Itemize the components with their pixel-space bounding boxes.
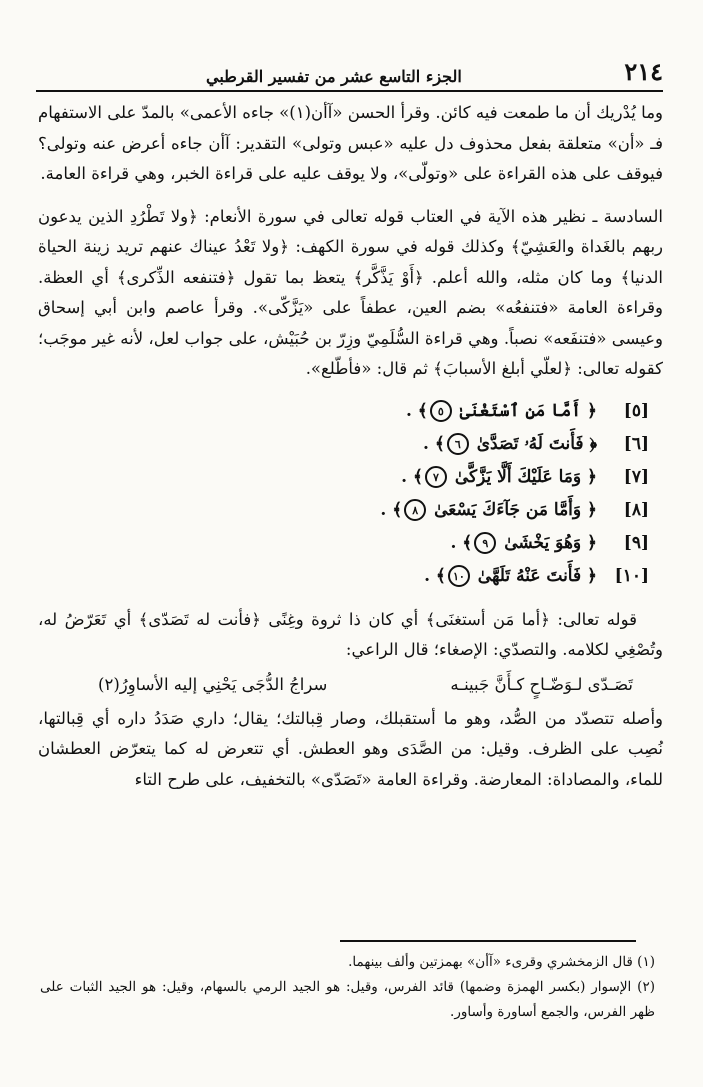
- verse-number: [٧]: [623, 466, 649, 487]
- footnote-divider: [340, 940, 636, 942]
- verse-line: [38, 461, 649, 494]
- verse-line: [38, 395, 649, 428]
- verse-close: ﴾ .: [401, 466, 423, 487]
- verse-number: [٦]: [623, 433, 649, 454]
- ayah-end-mark: ٨: [404, 499, 426, 521]
- paragraph-1: وما يُدْريك أن ما طمعت فيه كائن. وقرأ الحسن «آأن(١)» جاءه الأعمى» بالمدّ على الاستفهام فـ «أن» متعلقة بفعل محذوف دل عليه «عبس وتولى» التقدير: آأن جاءه أعرض عنه وتولى؟ فيوقف على هذه القراءة على «وتولّى»، ولا يوقف عليه على قراءة الخبر، وهي قراءة العامة.: [38, 103, 663, 183]
- verse-line: [38, 527, 649, 560]
- verse-number: [٥]: [623, 400, 649, 421]
- ayah-end-mark: ٧: [425, 466, 447, 488]
- running-title: الجزء التاسع عشر من تفسير القرطبي: [206, 67, 462, 86]
- footnotes: [40, 950, 655, 1025]
- verse-close: ﴾ .: [423, 433, 445, 454]
- poem-second-hemistich: سراجُ الدُّجَى يَحْنِي إليه الأساوِرُ(٢): [98, 674, 328, 694]
- verse-number: [٨]: [623, 499, 649, 520]
- verse-close: ﴾ .: [405, 400, 428, 421]
- page-body: [38, 98, 663, 795]
- ayah-end-mark: ١٠: [448, 565, 470, 587]
- poem-verse: [38, 666, 663, 704]
- verse-number: [١٠]: [614, 565, 649, 586]
- verse-list: [38, 395, 663, 593]
- verse-close: ﴾ .: [450, 532, 473, 553]
- verse-line: [38, 494, 649, 527]
- verse-text: ﴿ وَمَا عَلَيْكَ أَلَّا يَزَّكَّىٰ: [454, 466, 597, 487]
- verse-text: ﴿ فَأَنتَ لَهُۥ تَصَدَّىٰ: [476, 433, 597, 454]
- verse-close: ﴾ .: [380, 499, 403, 520]
- ayah-end-mark: ٦: [447, 433, 469, 455]
- verse-text: ﴿ فَأَنتَ عَنْهُ تَلَهَّىٰ: [477, 565, 597, 586]
- verse-number: [٩]: [623, 532, 649, 553]
- verse-close: ﴾ .: [424, 565, 446, 586]
- verse-text: ﴿ وَهُوَ يَخْشَىٰ: [504, 532, 597, 553]
- verse-line: [38, 560, 649, 593]
- paragraph-commentary: قوله تعالى: ﴿أما مَن أستغنَى﴾ أي كان ذا ثروة وغِنًى ﴿فأنت له تَصَدّى﴾ أي تَعَرّضُ له، وتُصْغِي لكلامه. والتصدّي: الإصغاء؛ قال الراعي:: [38, 609, 663, 659]
- verse-text: ﴿ أَمَّا مَنِ ٱسْتَغْنَىٰ: [459, 400, 597, 421]
- ayah-end-mark: ٥: [430, 400, 452, 422]
- footnote-1: (١) قال الزمخشري وقرىء «آأن» بهمزتين وألف بينهما.: [348, 954, 655, 970]
- verse-line: [38, 428, 649, 461]
- paragraph-sixth-issue: السادسة ـ نظير هذه الآية في العتاب قوله تعالى في سورة الأنعام: ﴿ولا تَطْرُدِ الذين يدعون ربهم بالغَداة والعَشِيّ﴾ وكذلك قوله في سورة الكهف: ﴿ولا تَعْدُ عيناك عنهم تريد زينة الحياة الدنيا﴾ وما كان مثله، والله أعلم. ﴿أَوْ يَذَّكَّر﴾ يتعظ بما تقول ﴿فتنفعه الذِّكرى﴾ أي العظة. وقراءة العامة «فتنفعُه» بضم العين، عطفاً على «يَزَّكّى». وقرأ عاصم وابن أبي إسحاق وعيسى «فتنفَعه» نصباً. وهي قراءة السُّلَمِيّ وزِرّ بن حُبَيْش، على جواب لعل، لأنه غير موجَب؛ كقوله تعالى: ﴿لعلّي أبلغ الأسبابَ﴾ ثم قال: «فأطّلع».: [38, 206, 663, 378]
- verse-text: ﴿ وَأَمَّا مَن جَآءَكَ يَسْعَىٰ: [434, 499, 597, 520]
- footnote-2: (٢) الإسوار (بكسر الهمزة وضمها) قائد الفرس، وقيل: هو الجيد الرمي بالسهام، وقيل: هو الجيد الثبات على ظهر الفرس، والجمع أساورة وأساور.: [40, 979, 655, 1020]
- ayah-end-mark: ٩: [474, 532, 496, 554]
- poem-first-hemistich: تَصَـدّى لـوَضّـاحٍ كـأَنَّ جَبينـه: [450, 674, 633, 694]
- page-number: ٢١٤: [624, 57, 663, 86]
- page-header: [36, 50, 663, 92]
- paragraph-etymology: وأصله تتصدّد من الصُّد، وهو ما أستقبلك، وصار قِبالتك؛ يقال؛ داري صَدَدُ داره أي قِبالتها، نُصِب على الظرف. وقيل: من الصَّدَى وهو العطش. أي تتعرض له كما يتعرّض العطشان للماء، والمصاداة: المعارضة. وقراءة العامة «تَصَدّى» بالتخفيف، على طرح التاء: [38, 708, 663, 789]
